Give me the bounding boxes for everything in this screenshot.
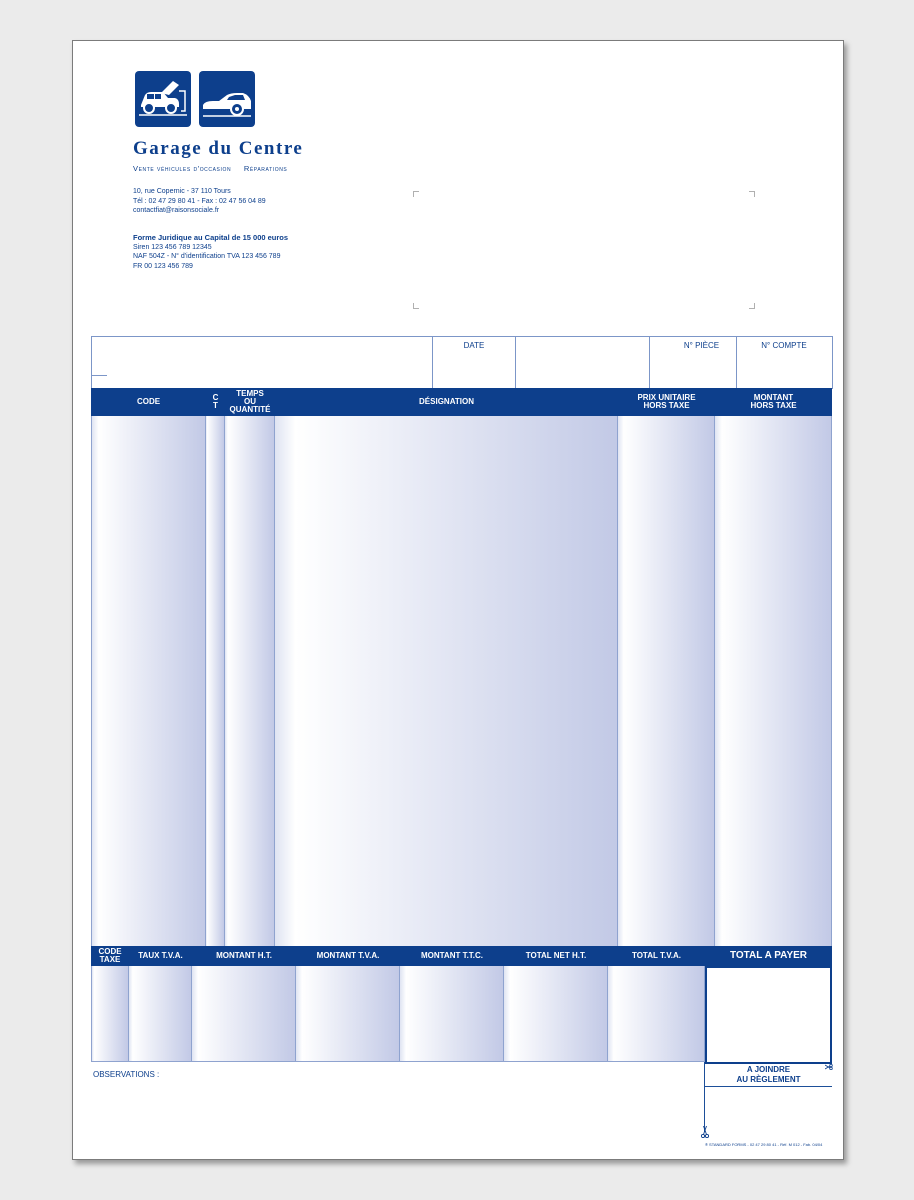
total-tva-cell — [608, 966, 705, 1062]
company-phone: Tél : 02 47 29 80 41 - Fax : 02 47 56 04 89 — [133, 197, 266, 205]
company-naf: NAF 504Z - N° d'identification TVA 123 456 789 — [133, 253, 281, 260]
scissors-icon — [700, 1125, 710, 1137]
column-ct-t: T — [213, 401, 218, 410]
joindre-label — [705, 1065, 832, 1085]
column-temps-1: TEMPS — [236, 389, 264, 398]
car-repair-icon — [135, 71, 191, 127]
ct-column — [206, 416, 225, 946]
column-code-taxe — [91, 946, 129, 966]
invoice-sheet — [72, 40, 844, 1160]
company-name: Garage du Centre — [133, 138, 304, 159]
column-temps-2: OU — [244, 397, 256, 406]
taux-tva-cell — [129, 966, 192, 1062]
code-taxe-2: TAXE — [99, 955, 121, 964]
column-code: CODE — [136, 397, 161, 406]
code-column — [91, 416, 206, 946]
compte-label: N° COMPTE — [761, 341, 807, 350]
column-montant-2: HORS TAXE — [750, 401, 797, 410]
company-email: contactfiat@raisonsociale.fr — [133, 207, 220, 214]
legal-block — [133, 233, 288, 271]
divider — [515, 336, 516, 388]
column-montant-ht: MONTANT H.T. — [216, 951, 272, 960]
column-temps — [225, 388, 275, 416]
temps-column — [225, 416, 275, 946]
company-address: 10, rue Copernic - 37 110 Tours — [133, 188, 231, 195]
column-ct — [206, 388, 225, 416]
piece-label: N° PIÈCE — [683, 341, 720, 350]
tagline-repairs: Réparations — [243, 164, 288, 173]
totals-header — [91, 946, 832, 966]
address-window-mark — [749, 303, 755, 309]
column-montant — [715, 388, 832, 416]
code-taxe-cell — [91, 966, 129, 1062]
montant-column — [715, 416, 832, 946]
company-siren: Siren 123 456 789 12345 — [133, 243, 212, 251]
total-payer-box — [705, 966, 832, 1064]
montant-tva-cell — [296, 966, 400, 1062]
montant-ht-cell — [192, 966, 296, 1062]
divider — [705, 1086, 832, 1087]
address-window-mark — [413, 303, 419, 309]
column-pu-1: PRIX UNITAIRE — [637, 393, 696, 402]
joindre-1: A JOINDRE — [746, 1065, 791, 1074]
column-montant-ttc: MONTANT T.T.C. — [420, 951, 484, 960]
total-net-ht-cell — [504, 966, 608, 1062]
company-fr: FR 00 123 456 789 — [133, 262, 193, 270]
joindre-2: AU RÈGLEMENT — [736, 1075, 801, 1084]
column-pu-2: HORS TAXE — [643, 401, 690, 410]
prix-unitaire-column — [618, 416, 715, 946]
date-label: DATE — [463, 341, 485, 350]
column-taux-tva: TAUX T.V.A. — [138, 951, 183, 960]
montant-ttc-cell — [400, 966, 504, 1062]
column-montant-tva: MONTANT T.V.A. — [316, 951, 380, 960]
column-total-tva: TOTAL T.V.A. — [631, 951, 682, 960]
company-tagline — [133, 164, 297, 173]
line-items-header — [91, 388, 832, 416]
column-prix-unitaire — [618, 388, 715, 416]
address-window-mark — [749, 191, 755, 197]
footer-credit: ® STANDARD FORMS - 02 47 29 80 41 - Réf. M 012 - Fab. 04/04 — [705, 1142, 823, 1147]
scissors-icon — [825, 1057, 833, 1063]
designation-column — [275, 416, 618, 946]
company-legal: Forme Juridique au Capital de 15 000 euros — [133, 233, 289, 242]
column-montant-1: MONTANT — [753, 393, 794, 402]
tagline-sales: Vente véhicules d'occasion — [133, 164, 232, 173]
column-ct-c: C — [212, 393, 219, 402]
car-icon — [199, 71, 255, 127]
column-total-payer: TOTAL A PAYER — [729, 950, 808, 961]
column-temps-3: QUANTITÉ — [229, 405, 271, 414]
observations-label: OBSERVATIONS : — [93, 1070, 160, 1079]
contact-block — [133, 187, 266, 216]
column-designation: DÉSIGNATION — [419, 397, 474, 406]
address-window-mark — [413, 191, 419, 197]
code-taxe-1: CODE — [98, 947, 122, 956]
divider — [91, 375, 107, 376]
column-total-net-ht: TOTAL NET H.T. — [525, 951, 587, 960]
